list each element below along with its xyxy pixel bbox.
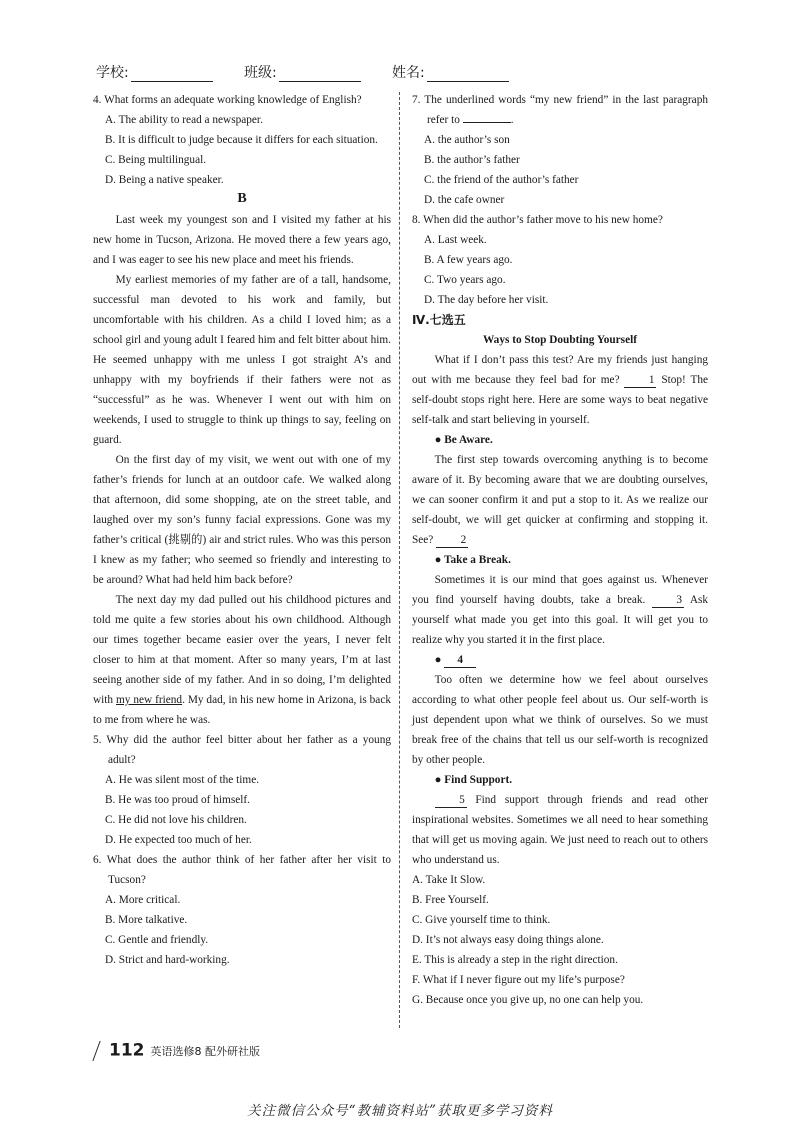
- question-8: [412, 210, 708, 310]
- page-header: [96, 62, 716, 84]
- school-blank: [131, 67, 213, 82]
- option: C. Being multilingual.: [105, 154, 207, 166]
- option: D. The day before her visit.: [424, 294, 549, 306]
- passage-paragraph: The next day my dad pulled out his childhood pictures and told me quite a few stories about his own childhood. Although our times together became easier over the years, I never felt closer to him at that moment. After so many years, I’m at last seeing another side of my father. And in so doing, I’m delighted with my new friend. My dad, in his new home in Arizona, is back to me from where he was.: [93, 594, 391, 726]
- page-footer: [96, 1040, 260, 1064]
- answer-blank-2: 2: [436, 533, 468, 548]
- book-title: 英语选修8 配外研社版: [150, 1044, 260, 1058]
- passage-paragraph: What if I don’t pass this test? Are my friends just hanging out with me because they feel bad for me? 1 Stop! The self-doubt stops right here. Here are some ways to beat negative self-talk and start believing in yourself.: [412, 354, 709, 426]
- question-stem: 8. When did the author’s father move to his new home?: [412, 214, 663, 226]
- name-blank: [427, 67, 509, 82]
- school-label: 学校:: [96, 65, 129, 81]
- class-label: 班级:: [244, 65, 277, 81]
- answer-blank-3: 3: [652, 593, 684, 608]
- option: A. the author’s son: [424, 134, 510, 146]
- option: A. Last week.: [424, 234, 487, 246]
- question-7: [412, 90, 708, 210]
- question-4: [93, 90, 391, 190]
- question-5: [93, 730, 391, 850]
- class-blank: [279, 67, 361, 82]
- passage-paragraph: The first step towards overcoming anything is to become aware of it. By becoming aware that we are doubting ourselves, we can sooner confirm it and put a stop to it. As we realize our self-doubt, we will get quicker at confirming and stopping it. See? 2: [412, 454, 708, 546]
- left-column: [93, 90, 391, 970]
- answer-blank: [463, 110, 511, 123]
- option: C. the friend of the author’s father: [424, 174, 579, 186]
- page-mark-icon: [92, 1041, 106, 1061]
- section-b-heading: B: [237, 191, 247, 206]
- column-divider: [399, 92, 400, 1028]
- page-number: 112: [109, 1040, 145, 1061]
- choice-option: G. Because once you give up, no one can help you.: [412, 994, 644, 1006]
- answer-blank-4: 4: [444, 653, 476, 668]
- passage-title: Ways to Stop Doubting Yourself: [483, 334, 637, 346]
- option: C. He did not love his children.: [105, 814, 247, 826]
- option: A. More critical.: [105, 894, 181, 906]
- name-field: [392, 62, 509, 82]
- underlined-phrase: my new friend: [116, 694, 183, 706]
- option: B. A few years ago.: [424, 254, 513, 266]
- option: C. Gentle and friendly.: [105, 934, 209, 946]
- option: D. the cafe owner: [424, 194, 505, 206]
- choice-option: D. It’s not always easy doing things alone.: [412, 934, 604, 946]
- school-field: [96, 62, 213, 82]
- option: B. the author’s father: [424, 154, 520, 166]
- option: A. The ability to read a newspaper.: [105, 114, 263, 126]
- option: D. He expected too much of her.: [105, 834, 252, 846]
- option: B. It is difficult to judge because it differs for each situation.: [105, 134, 378, 146]
- passage-paragraph: Too often we determine how we feel about ourselves according to what other people feel about us. Our self-worth is just dependent upon what we think of ourselves. So we must break free of the chains that tell us our self-worth is recognized by other people.: [412, 674, 708, 766]
- subheading-find-support: ● Find Support.: [434, 774, 513, 786]
- option: A. He was silent most of the time.: [105, 774, 260, 786]
- watermark-text: 关注微信公众号“教辅资料站”获取更多学习资料: [247, 1103, 553, 1119]
- subheading-blank-4: ● 4: [412, 650, 708, 670]
- question-stem: 6. What does the author think of her father after her visit to Tucson?: [93, 854, 391, 886]
- option: D. Strict and hard-working.: [105, 954, 230, 966]
- passage-paragraph: On the first day of my visit, we went out with one of my father’s friends for lunch at an outdoor cafe. We walked along that afternoon, did some shopping, ate on the street table, and laughed over my son’s funny facial expressions. Gone was my father’s critical (挑剔的) air and strict rules. Who was this person I knew as my father; who seemed so friendly and interesting to be around? What had held him back before?: [93, 454, 391, 586]
- question-6: [93, 850, 391, 970]
- choice-list: [412, 870, 708, 1010]
- choice-option: E. This is already a step in the right direction.: [412, 954, 618, 966]
- choice-option: A. Take It Slow.: [412, 874, 486, 886]
- option: B. More talkative.: [105, 914, 188, 926]
- class-field: [244, 62, 361, 82]
- question-stem: 5. Why did the author feel bitter about her father as a young adult?: [93, 734, 391, 766]
- choice-option: B. Free Yourself.: [412, 894, 489, 906]
- option: D. Being a native speaker.: [105, 174, 224, 186]
- question-stem: 4. What forms an adequate working knowledge of English?: [93, 94, 362, 106]
- choice-option: F. What if I never figure out my life’s purpose?: [412, 974, 625, 986]
- answer-blank-5: 5: [435, 793, 467, 808]
- choice-option: C. Give yourself time to think.: [412, 914, 551, 926]
- option: B. He was too proud of himself.: [105, 794, 250, 806]
- passage-b: [93, 210, 391, 730]
- part-4-heading: Ⅳ.七选五: [412, 313, 466, 327]
- name-label: 姓名:: [392, 65, 425, 81]
- right-column: [412, 90, 708, 1010]
- subheading-be-aware: ● Be Aware.: [434, 434, 493, 446]
- answer-blank-1: 1: [624, 373, 656, 388]
- passage-paragraph: Sometimes it is our mind that goes against us. Whenever you find yourself having doubts, take a break. 3 Ask yourself what made you get into this goal. It will get you to realize why you started it in the first place.: [412, 574, 709, 646]
- option: C. Two years ago.: [424, 274, 506, 286]
- question-stem: 7. The underlined words “my new friend” in the last paragraph refer to .: [412, 94, 708, 126]
- passage-paragraph: Last week my youngest son and I visited my father at his new home in Tucson, Arizona. He moved there a few years ago, and I was eager to see his new place and meet his friends.: [93, 214, 391, 266]
- subheading-take-a-break: ● Take a Break.: [434, 554, 511, 566]
- passage-paragraph: My earliest memories of my father are of a tall, handsome, successful man devoted to his work and family, but uncomfortable with his children. As a child I loved him; as a school girl and young adult I feared him and felt bitter about him. He seemed unhappy with me unless I got straight A’s and unhappy with my boyfriends if their fathers were not as “successful” as he was. Whenever I went out with him on weekends, I used to struggle to think up things to say, feeling on guard.: [93, 274, 391, 446]
- passage-paragraph: 5 Find support through friends and read other inspirational websites. Sometimes we all need to hear something that will get us moving again. We just need to reach out to others who understand us.: [412, 794, 708, 866]
